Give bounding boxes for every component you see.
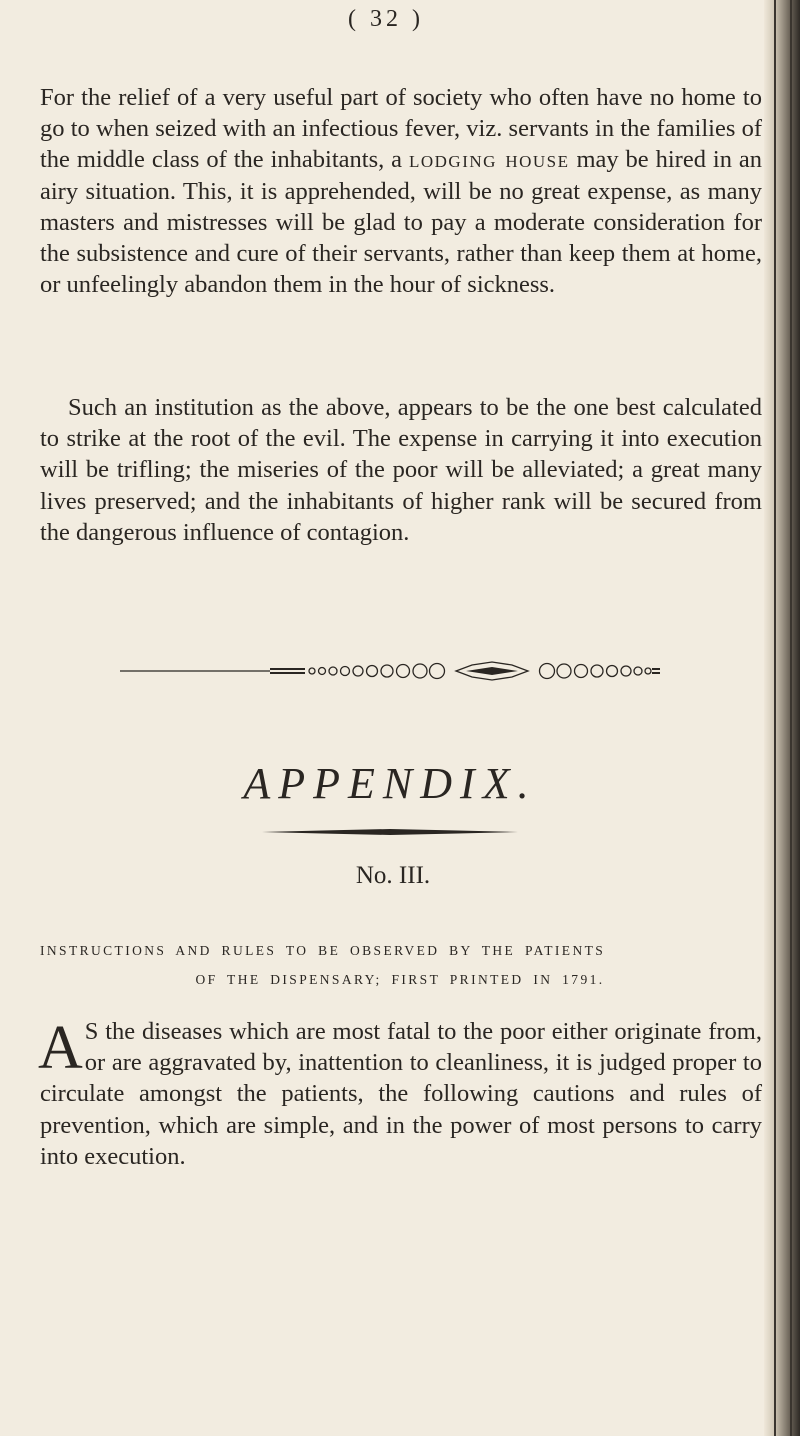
lodging-house-smallcaps: lodging house (408, 146, 570, 174)
binding-line (774, 0, 776, 1436)
paragraph-3-text: S the diseases which are most fatal to the poor either originate from, or are aggravated by, inattention to cleanliness, it is judged proper to circulate amongst the patients, the following cautions and rules of prevention, which are simple, and in the power of most persons to carry into execution. (40, 1018, 762, 1170)
drop-cap: A (38, 1014, 83, 1082)
book-binding-edge (764, 0, 800, 1436)
paragraph-1-start: For the relief of a very useful part of society who often have no home to go to when seized with an infectious fever, viz. servants in the families of the middle class of the inhabitants, a (40, 84, 762, 174)
subtitle-line-2: OF THE DISPENSARY; FIRST PRINTED IN 1791. (195, 972, 605, 987)
binding-line (790, 0, 792, 1436)
paragraph-instructions (40, 1016, 762, 1172)
paragraph-lodging-house (40, 82, 762, 300)
appendix-number: No. III. (355, 862, 431, 889)
page-number: ( 32 ) (348, 6, 424, 32)
subtitle-line-1: INSTRUCTIONS AND RULES TO BE OBSERVED BY THE PATIENTS (40, 943, 606, 958)
appendix-heading: APPENDIX. (243, 759, 537, 808)
paragraph-institution (40, 392, 762, 548)
heading-rule (262, 828, 518, 836)
ornamental-rule (120, 656, 660, 686)
paragraph-2-text: Such an institution as the above, appears to be the one best calculated to strike at the root of the evil. The expense in carrying it into execution will be trifling; the miseries of the poor will be alleviated; a great many lives preserved; and the inhabitants of higher rank will be secured from the dangerous influence of contagion. (40, 394, 762, 546)
paragraph-1-end: may be hired in an airy situation. This, it is apprehended, will be no great expense, as many masters and mistresses will be glad to pay a moderate consideration for the subsistence and cure of their servants, rather than keep them at home, or unfeelingly abandon them in the hour of sickness. (40, 146, 762, 299)
